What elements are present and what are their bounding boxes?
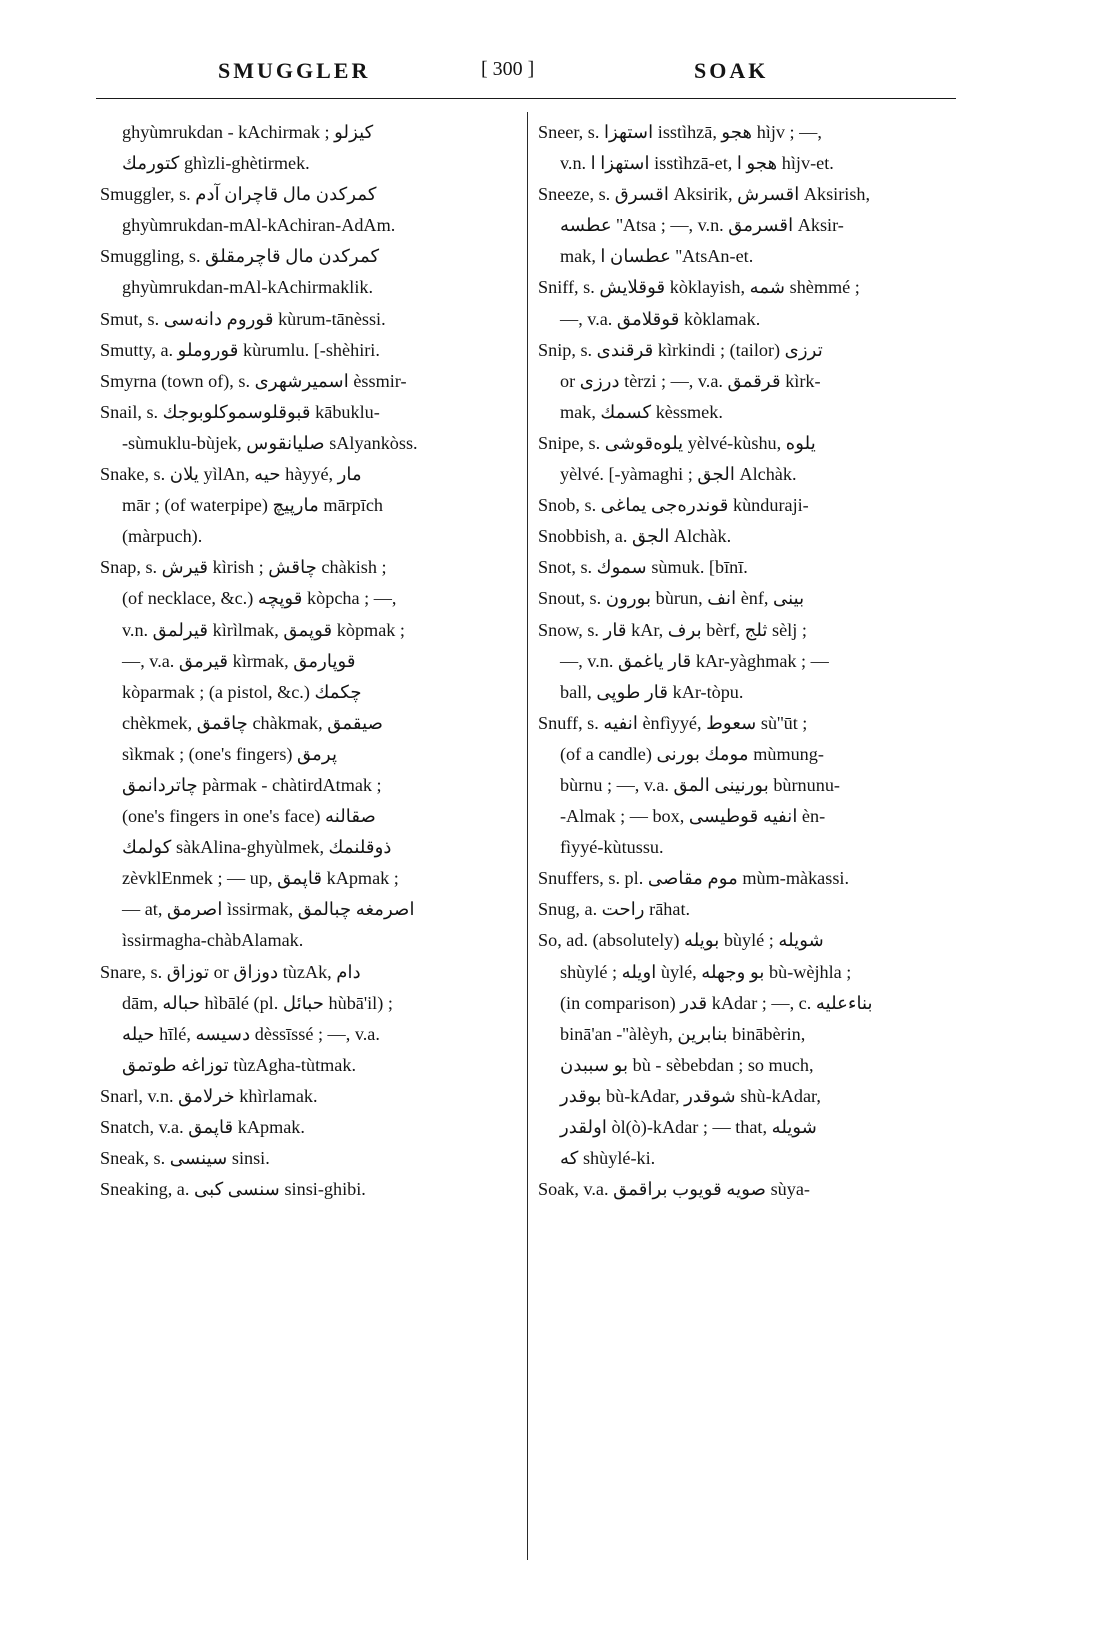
dictionary-line: اولقدر òl(ò)-kAdar ; — that, شویله (560, 1117, 818, 1137)
dictionary-line: sìkmak ; (one's fingers) پرمق (122, 743, 338, 764)
dictionary-line: Snarl, v.n. خرلامق khìrlamak. (100, 1085, 318, 1106)
dictionary-line: Snuffers, s. pl. موم مقاصی mùm-màkassi. (538, 868, 849, 889)
dictionary-line: توزاغه طوتمق tùzAgha-tùtmak. (122, 1054, 356, 1075)
dictionary-line: —, v.a. قیرمق kìrmak, قوپارمق (122, 650, 356, 671)
dictionary-line: (of a candle) مومك بورنی mùmung- (560, 743, 824, 764)
dictionary-line: Snipe, s. یلوه‌قوشی yèlvé-kùshu, یلوه (538, 432, 816, 453)
dictionary-line: yèlvé. [-yàmaghi ; الجق Alchàk. (560, 464, 797, 485)
right-column (538, 117, 950, 1205)
dictionary-line: Smutty, a. قوروملو kùrumlu. [-shèhiri. (100, 339, 380, 360)
dictionary-line: Sneaking, a. سنسی کبی sinsi-ghibi. (100, 1179, 366, 1200)
dictionary-line: Snug, a. راحت rāhat. (538, 899, 691, 920)
dictionary-line: mār ; (of waterpipe) مارپیچ mārpīch (122, 495, 383, 516)
dictionary-line: چاتردانمق pàrmak - chàtirdAtmak ; (122, 774, 382, 795)
dictionary-line: kòparmak ; (a pistol, &c.) چکمك (122, 681, 362, 702)
dictionary-line: Smuggler, s. کمرکدن مال قاچران آدم (100, 184, 377, 205)
dictionary-line: Snow, s. قار kAr, برف bèrf, ثلج sèlj ; (538, 619, 807, 640)
dictionary-line: or درزی tèrzi ; —, v.a. قرقمق kìrk- (560, 370, 821, 391)
dictionary-line: (in comparison) قدر kAdar ; —, c. بناءعلیه (560, 992, 873, 1013)
dictionary-line: Smyrna (town of), s. اسمیرشهری èssmir- (100, 370, 407, 391)
dictionary-line: (màrpuch). (122, 526, 203, 547)
running-head-left: SMUGGLER (218, 58, 371, 83)
dictionary-line: کولمك sàkAlina-ghyùlmek, ذوقلنمك (122, 837, 392, 858)
dictionary-line: -sùmuklu-bùjek, صلیانقوس sAlyankòss. (122, 432, 418, 453)
dictionary-line: dām, حباله hìbālé (pl. حبائل hùbā'il) ; (122, 992, 393, 1013)
dictionary-line: Sneak, s. سینسی sinsi. (100, 1148, 270, 1169)
left-column (100, 117, 510, 1205)
dictionary-line: (of necklace, &c.) قوپچه kòpcha ; —, (122, 588, 397, 609)
dictionary-line: shùylé ; اویله ùylé, بو وجهله bù-wèjhla ; (560, 961, 852, 982)
dictionary-line: Snobbish, a. الجق Alchàk. (538, 526, 732, 547)
dictionary-line: Snatch, v.a. قاپمق kApmak. (100, 1117, 305, 1137)
page-number: [ 300 ] (481, 58, 535, 80)
running-head-right: SOAK (694, 58, 769, 83)
page-header (96, 54, 956, 94)
dictionary-line: Smuggling, s. کمرکدن مال قاچرمقلق (100, 246, 380, 267)
dictionary-line: ball, قار طوپی kAr-tòpu. (560, 681, 744, 702)
dictionary-line: ghyùmrukdan-mAl-kAchiran-AdAm. (122, 215, 396, 236)
dictionary-line: mak, کسمك kèssmek. (560, 401, 723, 422)
dictionary-line: حیله hīlé, دسیسه dèssīssé ; —, v.a. (122, 1023, 380, 1044)
dictionary-line: Snip, s. قرقندی kìrkindi ; (tailor) ترزی (538, 339, 823, 360)
dictionary-line: mak, عطسان ا ''AtsAn-et. (560, 246, 754, 267)
dictionary-line: Snot, s. سموك sùmuk. [bīnī. (538, 557, 748, 578)
dictionary-line: Snap, s. قیرش kìrish ; چاقش chàkish ; (100, 557, 387, 578)
dictionary-line: zèvklEnmek ; — up, قاپمق kApmak ; (122, 868, 399, 889)
dictionary-line: بوقدر bù-kAdar, شوقدر shù-kAdar, (560, 1085, 821, 1106)
dictionary-line: ìssirmagha-chàbAlamak. (122, 930, 304, 951)
dictionary-line: (one's fingers in one's face) صقالنه (122, 806, 376, 827)
dictionary-line: Sneeze, s. اقسرق Aksirik, اقسرش Aksirish, (538, 184, 871, 205)
dictionary-line: binā'an -''àlèyh, بنابرین binābèrin, (560, 1023, 806, 1044)
dictionary-line: -Almak ; — box, انفیه قوطیسی èn- (560, 806, 826, 827)
dictionary-line: Snare, s. توزاق or دوزاق tùzAk, دام (100, 961, 361, 982)
dictionary-line: fìyyé-kùtussu. (560, 837, 664, 858)
dictionary-line: که shùylé-ki. (560, 1148, 656, 1169)
dictionary-line: Soak, v.a. صویه قویوب براقمق sùya- (538, 1179, 810, 1200)
dictionary-line: کتورمك ghìzli-ghètirmek. (122, 153, 310, 174)
dictionary-line: chèkmek, چاقمق chàkmak, صیقمق (122, 712, 384, 733)
header-rule (96, 98, 956, 99)
dictionary-line: — at, اصرمق ìssirmak, اصرمغه چبالمق (122, 899, 415, 920)
dictionary-line: عطسه ''Atsa ; —, v.n. اقسرمق Aksir- (560, 215, 844, 236)
dictionary-line: bùrnu ; —, v.a. بورنینی المق bùrnunu- (560, 774, 840, 795)
dictionary-line: Snake, s. یلان yìlAn, حیه hàyyé, مار (100, 464, 362, 485)
dictionary-line: Smut, s. قوروم دانه‌سی kùrum-tānèssi. (100, 308, 386, 329)
dictionary-line: Sniff, s. قوقلایش kòklayish, شمه shèmmé ; (538, 277, 860, 298)
dictionary-line: Snout, s. بورون bùrun, انف ènf, بینی (538, 588, 805, 609)
dictionary-line: بو سببدن bù - sèbebdan ; so much, (560, 1054, 814, 1075)
dictionary-line: —, v.n. قار یاغمق kAr-yàghmak ; — (560, 650, 829, 671)
dictionary-line: ghyùmrukdan - kAchirmak ; کیزلو (122, 122, 374, 142)
dictionary-line: Snail, s. قبوقلوسموکلوبوجك kābuklu- (100, 401, 380, 422)
column-divider (527, 112, 528, 1560)
dictionary-line: v.n. استهزا ا isstìhzā-et, هجو ا hìjv-et. (560, 153, 834, 174)
dictionary-line: Sneer, s. استهزا isstìhzā, هجو hìjv ; —, (538, 122, 822, 142)
dictionary-line: So, ad. (absolutely) بویله bùylé ; شویله (538, 930, 824, 951)
dictionary-line: ghyùmrukdan-mAl-kAchirmaklik. (122, 277, 374, 298)
dictionary-line: —, v.a. قوقلامق kòklamak. (560, 308, 761, 329)
dictionary-line: Snob, s. قوندره‌جی یماغی kùnduraji- (538, 495, 809, 516)
dictionary-line: Snuff, s. انفیه ènfìyyé, سعوط sù''ūt ; (538, 712, 808, 733)
dictionary-line: v.n. قیرلمق kìrìlmak, قوپمق kòpmak ; (122, 619, 405, 640)
